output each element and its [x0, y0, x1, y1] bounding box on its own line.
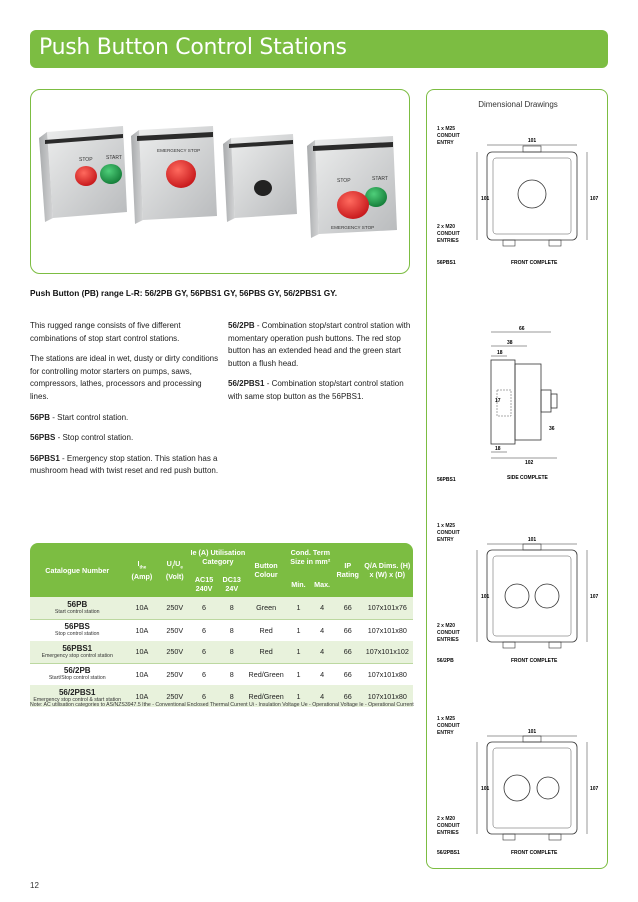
- min-cell: 1: [287, 597, 311, 619]
- dims-cell: 107x101x102: [362, 641, 413, 663]
- dim-36: 36: [549, 426, 555, 432]
- photo-stop-label-2: STOP: [337, 178, 351, 184]
- description-paragraph: 56/2PB - Combination stop/start control station with momentary operation push buttons. The red stop button has an extended head and the green start button a flush head.: [228, 321, 411, 368]
- amp-cell: 10A: [124, 619, 159, 641]
- photo-stop-label-1: STOP: [79, 157, 93, 163]
- svg-text:1 x M25CONDUITENTRY: 1 x M25 CONDUIT ENTRY: [437, 126, 460, 146]
- drawing-56-2pbs1-front: [437, 716, 599, 856]
- green-button: [100, 164, 122, 184]
- svg-text:1 x M25CONDUITENTRY: 1 x M25 CONDUIT ENTRY: [437, 523, 460, 543]
- description-paragraph: This rugged range consists of five different combinations of stop start control stations.: [30, 321, 181, 343]
- photo-emergency-label-1: EMERGENCY STOP: [157, 148, 201, 153]
- catalogue-cell: 56/2PB Start/Stop control station: [30, 663, 124, 685]
- dc13-cell: 8: [218, 597, 246, 619]
- header-ie-group: Ie (A) Utilisation Category: [190, 543, 245, 571]
- description-paragraph: 56/2PBS1 - Combination stop/start control station with same stop button as the 56PBS1.: [228, 379, 404, 401]
- colour-cell: Green: [246, 597, 287, 619]
- volt-cell: 250V: [159, 685, 190, 707]
- svg-text:1 x M25CONDUITENTRY: 1 x M25 CONDUIT ENTRY: [437, 716, 460, 736]
- max-cell: 4: [310, 641, 334, 663]
- header-button-colour: Button Colour: [246, 543, 287, 597]
- dimensional-drawings-title: Dimensional Drawings: [478, 100, 558, 109]
- ac15-cell: 6: [190, 597, 218, 619]
- description-paragraph: 56PBS1 - Emergency stop station. This station has a mushroom head with twist reset and red push button.: [30, 453, 219, 476]
- ip-cell: 66: [334, 597, 362, 619]
- dim-102: 102: [525, 460, 534, 466]
- dim-101: 101: [527, 537, 537, 543]
- header-cond-group: Cond. Term Size in mm²: [287, 543, 334, 571]
- max-cell: 4: [310, 619, 334, 641]
- dim-17: 17: [495, 398, 501, 404]
- dim-18b: 18: [495, 446, 501, 452]
- svg-text:2 x M20CONDUITENTRIES: 2 x M20 CONDUIT ENTRIES: [437, 623, 460, 643]
- product-photo: [31, 90, 410, 274]
- colour-cell: Red/Green: [246, 663, 287, 685]
- header-min: Min.: [287, 571, 311, 597]
- station-56pbs1: [131, 126, 217, 224]
- dim-107: 107: [590, 196, 599, 202]
- header-catalogue: Catalogue Number: [30, 543, 124, 597]
- colour-cell: Red: [246, 619, 287, 641]
- dim-107: 107: [590, 594, 599, 600]
- description-paragraph: 56PBS - Stop control station.: [30, 433, 134, 443]
- header-dc13: DC13 24V: [218, 571, 246, 597]
- photo-start-label-1: START: [106, 155, 122, 161]
- header-ithe: $I_{the}$ (Amp): [124, 543, 159, 597]
- header-dims: Q/A Dims. (H) x (W) x (D): [362, 543, 413, 597]
- photo-emergency-label-2: EMERGENCY STOP: [331, 225, 375, 230]
- station-56-2pbs1: [307, 136, 397, 238]
- dim-101: 101: [527, 138, 537, 144]
- model-label: 56PBS1: [437, 477, 456, 483]
- min-cell: 1: [287, 619, 311, 641]
- dc13-cell: 8: [218, 685, 246, 707]
- ac15-cell: 6: [190, 619, 218, 641]
- dim-101-side: 101: [481, 786, 490, 792]
- dims-cell: 107x101x76: [362, 597, 413, 619]
- model-label: 56/2PBS1: [437, 850, 460, 856]
- model-label: 56/2PB: [437, 658, 454, 664]
- ac15-cell: 6: [190, 663, 218, 685]
- spec-table: [30, 543, 413, 707]
- front-complete-label: FRONT COMPLETE: [511, 658, 558, 664]
- catalogue-cell: 56PB Start control station: [30, 597, 124, 619]
- drawing-56pbs1-front: [437, 126, 599, 266]
- amp-cell: 10A: [124, 685, 159, 707]
- description-paragraph: The stations are ideal in wet, dusty or dirty conditions for controlling motor starters on pumps, saws, compressors, lathes, processors and processing lines.: [30, 354, 219, 401]
- dim-101-side: 101: [481, 594, 490, 600]
- volt-cell: 250V: [159, 641, 190, 663]
- dim-18a: 18: [497, 350, 503, 356]
- svg-text:2 x M20CONDUITENTRIES: 2 x M20 CONDUIT ENTRIES: [437, 224, 460, 244]
- model-label: 56PBS1: [437, 260, 456, 266]
- max-cell: 4: [310, 597, 334, 619]
- dimensional-drawings-panel: [426, 89, 608, 869]
- station-56pbs: [223, 134, 297, 222]
- side-complete-label: SIDE COMPLETE: [507, 475, 548, 481]
- description-left: [30, 320, 220, 486]
- max-cell: 4: [310, 685, 334, 707]
- volt-cell: 250V: [159, 619, 190, 641]
- table-row: [30, 597, 413, 619]
- min-cell: 1: [287, 663, 311, 685]
- colour-cell: Red: [246, 641, 287, 663]
- dc13-cell: 8: [218, 619, 246, 641]
- header-ip: IP Rating: [334, 543, 362, 597]
- ac15-cell: 6: [190, 685, 218, 707]
- dim-66: 66: [519, 326, 525, 332]
- header-banner: [30, 30, 608, 68]
- table-note: Note: AC utilisation categories to AS/NZS3947.5 Ithe - Conventional Enclosed Thermal Current Ui - Insulation Voltage Ue - Operational Voltage Ie - Operational Current: [30, 702, 414, 708]
- ac15-cell: 6: [190, 641, 218, 663]
- dim-101: 101: [527, 729, 537, 735]
- front-complete-label: FRONT COMPLETE: [511, 260, 558, 266]
- header-uiue: $U_i/U_e$ (Volt): [159, 543, 190, 597]
- dim-38: 38: [507, 340, 513, 346]
- header-max: Max.: [310, 571, 334, 597]
- photo-caption: Push Button (PB) range L-R: 56/2PB GY, 56PBS1 GY, 56PBS GY, 56/2PBS1 GY.: [30, 288, 338, 298]
- amp-cell: 10A: [124, 597, 159, 619]
- photo-start-label-2: START: [372, 176, 388, 182]
- colour-cell: Red/Green: [246, 685, 287, 707]
- red-button: [75, 166, 97, 186]
- catalogue-cell: 56PBS1 Emergency stop control station: [30, 641, 124, 663]
- volt-cell: 250V: [159, 597, 190, 619]
- description-right: [228, 320, 414, 412]
- front-complete-label: FRONT COMPLETE: [511, 850, 558, 856]
- table-row: [30, 619, 413, 641]
- mushroom-button: [166, 160, 196, 188]
- table-row: [30, 641, 413, 663]
- dim-101-side: 101: [481, 196, 490, 202]
- svg-text:2 x M20CONDUITENTRIES: 2 x M20 CONDUIT ENTRIES: [437, 816, 460, 836]
- volt-cell: 250V: [159, 663, 190, 685]
- page-number: 12: [30, 881, 39, 890]
- dc13-cell: 8: [218, 641, 246, 663]
- max-cell: 4: [310, 663, 334, 685]
- dc13-cell: 8: [218, 663, 246, 685]
- catalogue-cell: 56PBS Stop control station: [30, 619, 124, 641]
- table-row: [30, 663, 413, 685]
- page-title: Push Button Control Stations: [39, 35, 347, 60]
- black-button: [254, 180, 272, 196]
- drawing-56-2pb-front: [437, 523, 599, 664]
- ip-cell: 66: [334, 641, 362, 663]
- ip-cell: 66: [334, 663, 362, 685]
- amp-cell: 10A: [124, 641, 159, 663]
- mushroom-button-2: [337, 191, 369, 219]
- ip-cell: 66: [334, 619, 362, 641]
- station-56-2pb: [39, 126, 127, 222]
- dimensional-drawings: [427, 90, 609, 870]
- min-cell: 1: [287, 641, 311, 663]
- drawing-56pbs1-side: [437, 326, 557, 483]
- header-ac15: AC15 240V: [190, 571, 218, 597]
- description-paragraph: 56PB - Start control station.: [30, 412, 129, 422]
- catalogue-cell: 56/2PBS1 Emergency stop control & start station: [30, 685, 124, 707]
- amp-cell: 10A: [124, 663, 159, 685]
- min-cell: 1: [287, 685, 311, 707]
- ip-cell: 66: [334, 685, 362, 707]
- dims-cell: 107x101x80: [362, 685, 413, 707]
- dims-cell: 107x101x80: [362, 619, 413, 641]
- dims-cell: 107x101x80: [362, 663, 413, 685]
- dim-107: 107: [590, 786, 599, 792]
- product-photo-frame: [30, 89, 410, 274]
